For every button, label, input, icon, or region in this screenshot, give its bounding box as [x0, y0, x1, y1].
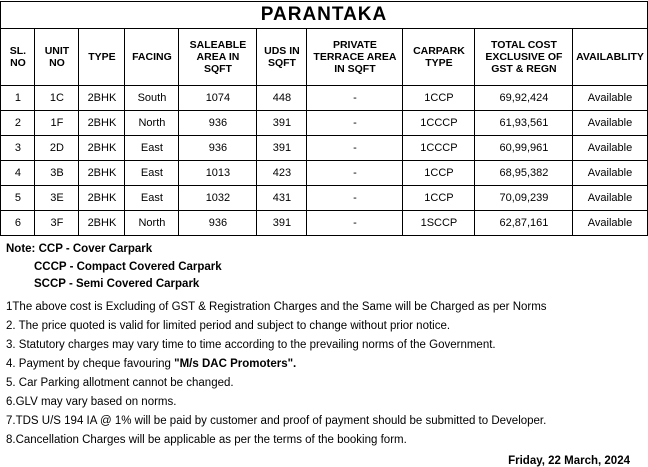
cell-unit-no: 3B	[35, 161, 79, 186]
column-header-sl-no: SL. NO	[1, 29, 35, 86]
term-item	[6, 337, 642, 353]
cell-total-cost: 62,87,161	[475, 211, 573, 236]
column-header-unit-no: UNIT NO	[35, 29, 79, 86]
cell-unit-no: 1C	[35, 86, 79, 111]
term-text: 5. Car Parking allotment cannot be changed.	[6, 376, 234, 389]
cell-type: 2BHK	[79, 186, 125, 211]
cell-sl-no: 2	[1, 111, 35, 136]
unit-price-table	[0, 1, 647, 236]
column-header-uds: UDS IN SQFT	[257, 29, 307, 86]
cell-uds: 448	[257, 86, 307, 111]
cell-unit-no: 3E	[35, 186, 79, 211]
term-text: 8.Cancellation Charges will be applicable as per the terms of the booking form.	[6, 434, 407, 447]
cell-saleable-area: 1013	[179, 161, 257, 186]
table-row	[1, 186, 647, 211]
cell-saleable-area: 1074	[179, 86, 257, 111]
column-header-facing: FACING	[125, 29, 179, 86]
table-body	[1, 86, 647, 236]
cell-uds: 431	[257, 186, 307, 211]
cell-type: 2BHK	[79, 136, 125, 161]
term-item	[6, 375, 642, 391]
cell-availability: Available	[573, 211, 647, 236]
cell-terrace: -	[307, 111, 403, 136]
term-text: 6.GLV may vary based on norms.	[6, 396, 177, 409]
cell-uds: 391	[257, 111, 307, 136]
document-date: Friday, 22 March, 2024	[508, 455, 630, 467]
table-row	[1, 211, 647, 236]
table-row	[1, 86, 647, 111]
cell-uds: 391	[257, 211, 307, 236]
term-item	[6, 394, 642, 410]
title-row	[1, 2, 647, 29]
term-text: 1The above cost is Excluding of GST & Registration Charges and the Same will be Charged as per Norms	[6, 300, 547, 313]
cell-carpark: 1SCCP	[403, 211, 475, 236]
cell-unit-no: 2D	[35, 136, 79, 161]
cell-carpark: 1CCCP	[403, 111, 475, 136]
column-header-type: TYPE	[79, 29, 125, 86]
cell-availability: Available	[573, 111, 647, 136]
term-text: 2. The price quoted is valid for limited period and subject to change without prior notice.	[6, 319, 451, 332]
term-item	[6, 432, 642, 448]
cell-sl-no: 1	[1, 86, 35, 111]
cell-terrace: -	[307, 161, 403, 186]
term-item	[6, 356, 642, 372]
term-text-emphasis: "M/s DAC Promoters".	[174, 357, 297, 370]
cell-saleable-area: 936	[179, 111, 257, 136]
cell-facing: South	[125, 86, 179, 111]
cell-availability: Available	[573, 186, 647, 211]
cell-type: 2BHK	[79, 86, 125, 111]
cell-sl-no: 5	[1, 186, 35, 211]
cell-type: 2BHK	[79, 161, 125, 186]
term-item	[6, 413, 642, 429]
cell-unit-no: 1F	[35, 111, 79, 136]
table-row	[1, 111, 647, 136]
cell-terrace: -	[307, 136, 403, 161]
cell-sl-no: 4	[1, 161, 35, 186]
term-text: 3. Statutory charges may vary time to time according to the prevailing norms of the Government.	[6, 338, 496, 351]
cell-facing: East	[125, 161, 179, 186]
column-header-saleable-area: SALEABLE AREA IN SQFT	[179, 29, 257, 86]
term-text: 7.TDS U/S 194 IA @ 1% will be paid by customer and proof of payment should be submitted to Developer.	[6, 415, 547, 428]
column-header-carpark-type: CARPARK TYPE	[403, 29, 475, 86]
cell-total-cost: 69,92,424	[475, 86, 573, 111]
cell-total-cost: 60,99,961	[475, 136, 573, 161]
cell-terrace: -	[307, 86, 403, 111]
cell-type: 2BHK	[79, 111, 125, 136]
carpark-legend	[0, 236, 648, 293]
cell-total-cost: 70,09,239	[475, 186, 573, 211]
cell-facing: East	[125, 186, 179, 211]
term-text: 4. Payment by cheque favouring	[6, 357, 175, 370]
legend-sccp: SCCP - Semi Covered Carpark	[34, 278, 200, 291]
terms-list	[0, 295, 648, 449]
cell-unit-no: 3F	[35, 211, 79, 236]
price-sheet-page	[0, 1, 648, 467]
cell-uds: 423	[257, 161, 307, 186]
column-header-availability: AVAILABLITY	[573, 29, 647, 86]
cell-saleable-area: 936	[179, 136, 257, 161]
cell-carpark: 1CCP	[403, 161, 475, 186]
term-item	[6, 318, 642, 334]
cell-total-cost: 68,95,382	[475, 161, 573, 186]
cell-terrace: -	[307, 186, 403, 211]
cell-availability: Available	[573, 86, 647, 111]
cell-carpark: 1CCCP	[403, 136, 475, 161]
cell-facing: North	[125, 111, 179, 136]
cell-carpark: 1CCP	[403, 86, 475, 111]
cell-facing: North	[125, 211, 179, 236]
cell-availability: Available	[573, 161, 647, 186]
cell-sl-no: 3	[1, 136, 35, 161]
column-header-total-cost: TOTAL COST EXCLUSIVE OF GST & REGN	[475, 29, 573, 86]
table-head	[1, 2, 647, 86]
cell-facing: East	[125, 136, 179, 161]
column-header-private-terrace: PRIVATE TERRACE AREA IN SQFT	[307, 29, 403, 86]
cell-sl-no: 6	[1, 211, 35, 236]
legend-cccp: CCCP - Compact Covered Carpark	[34, 260, 222, 273]
cell-availability: Available	[573, 136, 647, 161]
legend-ccp: Note: CCP - Cover Carpark	[6, 243, 153, 255]
cell-saleable-area: 936	[179, 211, 257, 236]
cell-uds: 391	[257, 136, 307, 161]
cell-total-cost: 61,93,561	[475, 111, 573, 136]
cell-terrace: -	[307, 211, 403, 236]
table-row	[1, 161, 647, 186]
header-row	[1, 29, 647, 86]
cell-saleable-area: 1032	[179, 186, 257, 211]
cell-carpark: 1CCP	[403, 186, 475, 211]
term-item	[6, 299, 642, 315]
table-row	[1, 136, 647, 161]
page-title: PARANTAKA	[1, 2, 647, 29]
cell-type: 2BHK	[79, 211, 125, 236]
